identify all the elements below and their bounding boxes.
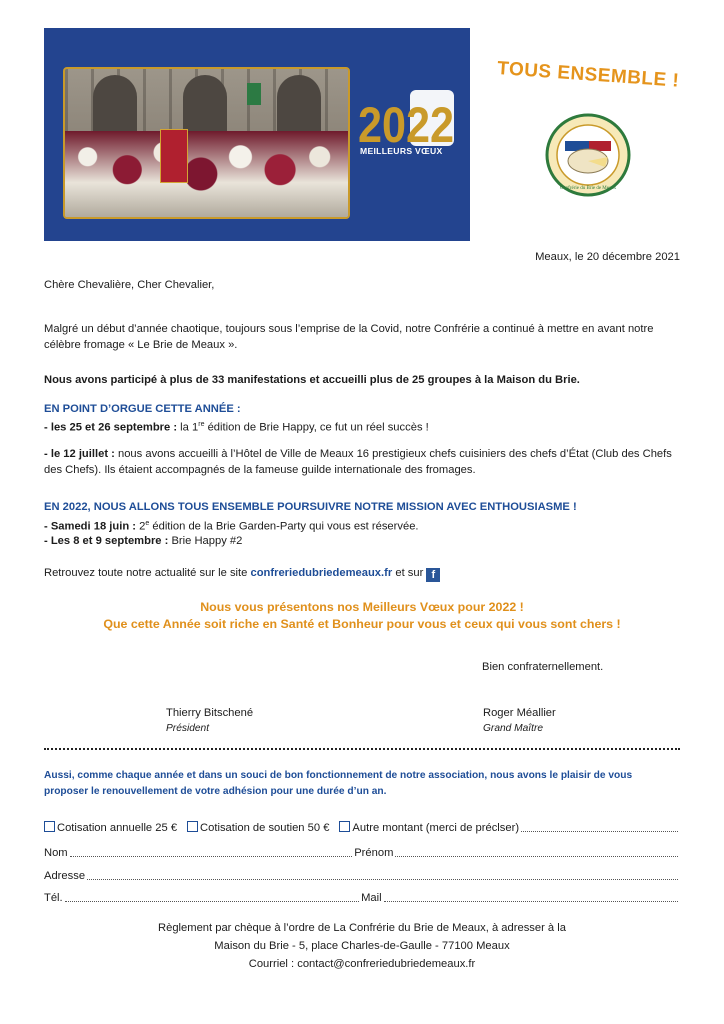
news-line: [44, 565, 680, 582]
highlight-paragraph: Nous avons participé à plus de 33 manifestations et accueilli plus de 25 groupes à la Maison du Brie.: [44, 374, 580, 386]
checkbox-icon[interactable]: [339, 821, 350, 832]
red-banner-flag: [160, 129, 188, 183]
event-item-date: - les 25 et 26 septembre :: [44, 421, 178, 434]
label-prenom: Prénom: [354, 847, 394, 859]
mail-field[interactable]: [384, 890, 678, 902]
option-label: Cotisation annuelle 25 €: [57, 822, 178, 834]
event-item-june: [44, 516, 680, 535]
prenom-field[interactable]: [395, 845, 678, 857]
tel-field[interactable]: [65, 890, 359, 902]
news-text: et sur: [392, 567, 424, 579]
event-item-text: nous avons accueilli à l’Hôtel de Ville de Meaux 16 prestigieux chefs cuisiniers des chefs d’État (Club des Chefs des Chefs). Ils étaient accompagnés de la fameuse guilde internationale des fromages.: [44, 448, 672, 476]
confrerie-emblem-icon: [545, 113, 631, 197]
news-text: Retrouvez toute notre actualité sur le site: [44, 567, 251, 579]
salutation: Chère Chevalière, Cher Chevalier,: [44, 279, 215, 291]
intro-paragraph: Malgré un début d’année chaotique, toujours sous l’emprise de la Covid, notre Confrérie a continué à mettre en avant notre célèbre fromage « Le Brie de Meaux ».: [44, 323, 654, 351]
contact-row: [44, 888, 680, 904]
label-mail: Mail: [361, 892, 382, 904]
event-item-date: - Samedi 18 juin :: [44, 520, 137, 533]
wishes-line-2: Que cette Année soit riche en Santé et Bonheur pour vous et ceux qui vous sont chers !: [103, 617, 621, 631]
option-annual[interactable]: [44, 821, 177, 834]
facebook-icon[interactable]: f: [426, 568, 440, 582]
section-title-2021: EN POINT D’ORGUE CETTE ANNÉE :: [44, 403, 241, 415]
name-row: [44, 843, 680, 859]
emblem-caption: Confrérie du Brie de Meaux: [559, 186, 617, 191]
crowd-of-members: [65, 131, 348, 217]
signatory-name: Thierry Bitschené: [166, 707, 254, 719]
closing: Bien confraternellement.: [482, 661, 604, 673]
group-photo: [63, 67, 350, 219]
option-label: Autre montant (merci de préclser): [352, 822, 520, 834]
event-item-july: [44, 446, 680, 478]
label-nom: Nom: [44, 847, 68, 859]
logo-2022-text: 2022: [358, 97, 454, 153]
option-other[interactable]: [339, 821, 519, 834]
checkbox-icon[interactable]: [187, 821, 198, 832]
event-item-september-2022: [44, 533, 680, 549]
adresse-field[interactable]: [87, 868, 678, 880]
label-adresse: Adresse: [44, 870, 86, 882]
green-banner-flag: [247, 83, 261, 105]
nom-field[interactable]: [70, 845, 353, 857]
footer-email[interactable]: Courriel : contact@confreriedubriedemeaux.fr: [248, 958, 476, 970]
option-label: Cotisation de soutien 50 €: [200, 822, 330, 834]
event-item-text: édition de la Brie Garden-Party qui vous est réservée.: [149, 520, 419, 533]
other-amount-field[interactable]: [521, 820, 678, 832]
cut-line: [44, 748, 680, 750]
renewal-intro: Aussi, comme chaque année et dans un souci de bon fonctionnement de notre association, nous avons le plaisir de vous proposer le renouvellement de votre adhésion pour une durée d’un an.: [44, 770, 633, 797]
section-title-2022: EN 2022, NOUS ALLONS TOUS ENSEMBLE POURSUIVRE NOTRE MISSION AVEC ENTHOUSIASME !: [44, 501, 577, 513]
signatory-role: Président: [166, 723, 210, 734]
event-item-text: 2: [136, 520, 146, 533]
event-item-text: Brie Happy #2: [168, 535, 243, 547]
event-item-text: édition de Brie Happy, ce fut un réel succès !: [204, 421, 429, 434]
membership-options-row: [44, 818, 680, 834]
label-tel: Tél.: [44, 892, 63, 904]
payment-instructions: [44, 919, 680, 973]
event-item-text: la 1: [177, 421, 199, 434]
logo-2022-icon: [358, 80, 458, 190]
signatory-name: Roger Méallier: [483, 707, 556, 719]
event-item-september: [44, 417, 680, 436]
address-row: [44, 866, 680, 882]
signatory-role: Grand Maître: [483, 723, 544, 734]
website-link[interactable]: confreriedubriedemeaux.fr: [250, 567, 393, 579]
event-item-date: - Les 8 et 9 septembre :: [44, 535, 169, 547]
superscript: e: [145, 520, 150, 527]
footer-line: Maison du Brie - 5, place Charles-de-Gaulle - 77100 Meaux: [214, 940, 510, 952]
checkbox-icon[interactable]: [44, 821, 55, 832]
tagline: TOUS ENSEMBLE !: [496, 58, 680, 92]
option-support[interactable]: [187, 821, 329, 834]
footer-line: Règlement par chèque à l’ordre de La Confrérie du Brie de Meaux, à adresser à la: [158, 922, 566, 934]
superscript: re: [198, 421, 205, 428]
wishes-line-1: Nous vous présentons nos Meilleurs Vœux pour 2022 !: [200, 600, 524, 614]
logo-subtitle: MEILLEURS VŒUX: [360, 146, 443, 156]
event-item-date: - le 12 juillet :: [44, 448, 115, 460]
letter-date: Meaux, le 20 décembre 2021: [535, 251, 680, 263]
header-banner: [44, 28, 470, 241]
